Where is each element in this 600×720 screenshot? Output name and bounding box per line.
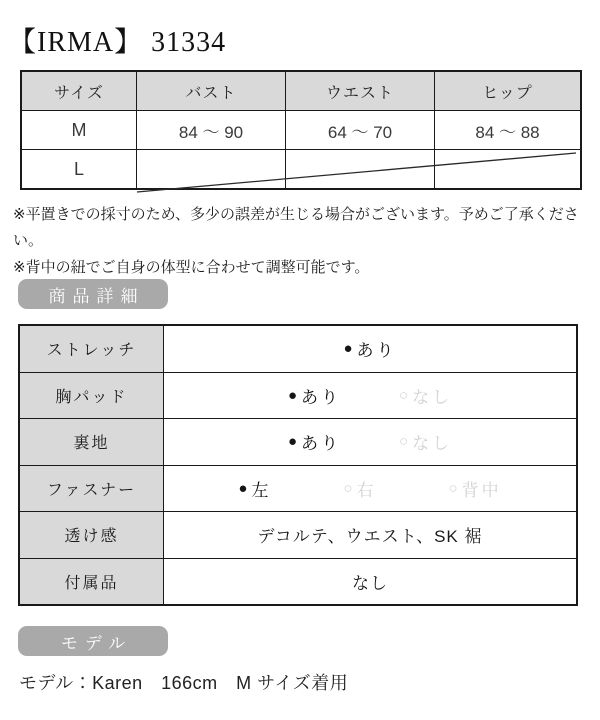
detail-value: デコルテ、ウエスト、SK 裾	[257, 527, 483, 547]
detail-row-accessories	[20, 559, 576, 605]
option-label: あり	[301, 434, 341, 454]
product-details-table	[18, 324, 578, 606]
empty-circle-icon: ○	[448, 479, 458, 497]
option-nashi-unselected	[399, 429, 452, 454]
detail-row-fastener	[20, 466, 576, 513]
size-table-header-row	[21, 71, 581, 111]
model-heading-badge: モデル	[18, 626, 168, 656]
option-right-unselected	[343, 476, 376, 501]
option-label: 背中	[461, 480, 502, 500]
size-m-waist: 64 ～ 70	[286, 111, 435, 150]
detail-row-lining	[20, 419, 576, 466]
empty-circle-icon: ○	[343, 479, 353, 497]
detail-value: なし	[352, 573, 388, 593]
option-label: なし	[412, 387, 453, 407]
option-label: なし	[412, 434, 453, 454]
size-m-hip: 84 ～ 88	[435, 111, 582, 150]
option-ari-selected	[288, 429, 341, 454]
option-label: あり	[356, 341, 397, 361]
filled-dot-icon: ●	[287, 386, 297, 404]
size-l-hip	[435, 150, 582, 190]
option-label: 右	[356, 480, 377, 500]
option-nashi-unselected	[399, 383, 452, 408]
measurement-notes	[13, 202, 591, 281]
size-l-label: L	[21, 150, 137, 190]
option-left-selected	[238, 476, 271, 501]
size-col-header: サイズ	[21, 71, 137, 111]
detail-row-chest-pad	[20, 373, 576, 420]
size-l-bust	[137, 150, 286, 190]
page-title: 【IRMA】 31334	[8, 27, 227, 58]
filled-dot-icon: ●	[287, 433, 297, 451]
option-ari-selected	[288, 383, 341, 408]
detail-row-stretch	[20, 326, 576, 373]
detail-label: 透け感	[20, 512, 164, 558]
detail-row-sheerness	[20, 512, 576, 559]
size-table	[20, 70, 578, 194]
option-label: あり	[301, 387, 341, 407]
size-row-l	[21, 150, 581, 190]
detail-label: ファスナー	[20, 466, 164, 512]
note-line: ※平置きでの採寸のため、多少の誤差が生じる場合がございます。予めご了承ください。	[13, 206, 579, 250]
option-label: 左	[251, 480, 272, 500]
option-back-unselected	[449, 476, 502, 501]
hip-col-header: ヒップ	[435, 71, 582, 111]
size-m-label: M	[21, 111, 137, 150]
option-ari-selected	[343, 336, 396, 361]
empty-circle-icon: ○	[399, 386, 409, 404]
waist-col-header: ウエスト	[286, 71, 435, 111]
detail-label: 裏地	[20, 419, 164, 465]
size-l-waist	[286, 150, 435, 190]
filled-dot-icon: ●	[238, 479, 248, 497]
size-row-m	[21, 111, 581, 150]
size-m-bust: 84 ～ 90	[137, 111, 286, 150]
bust-col-header: バスト	[137, 71, 286, 111]
detail-label: ストレッチ	[20, 326, 164, 372]
product-details-heading-badge: 商品詳細	[18, 279, 168, 309]
model-info: モデル：Karen 166cm M サイズ着用	[19, 673, 349, 693]
detail-label: 胸パッド	[20, 373, 164, 419]
empty-circle-icon: ○	[399, 433, 409, 451]
note-line: ※背中の紐でご自身の体型に合わせて調整可能です。	[13, 258, 370, 276]
detail-label: 付属品	[20, 559, 164, 605]
filled-dot-icon: ●	[343, 340, 353, 358]
